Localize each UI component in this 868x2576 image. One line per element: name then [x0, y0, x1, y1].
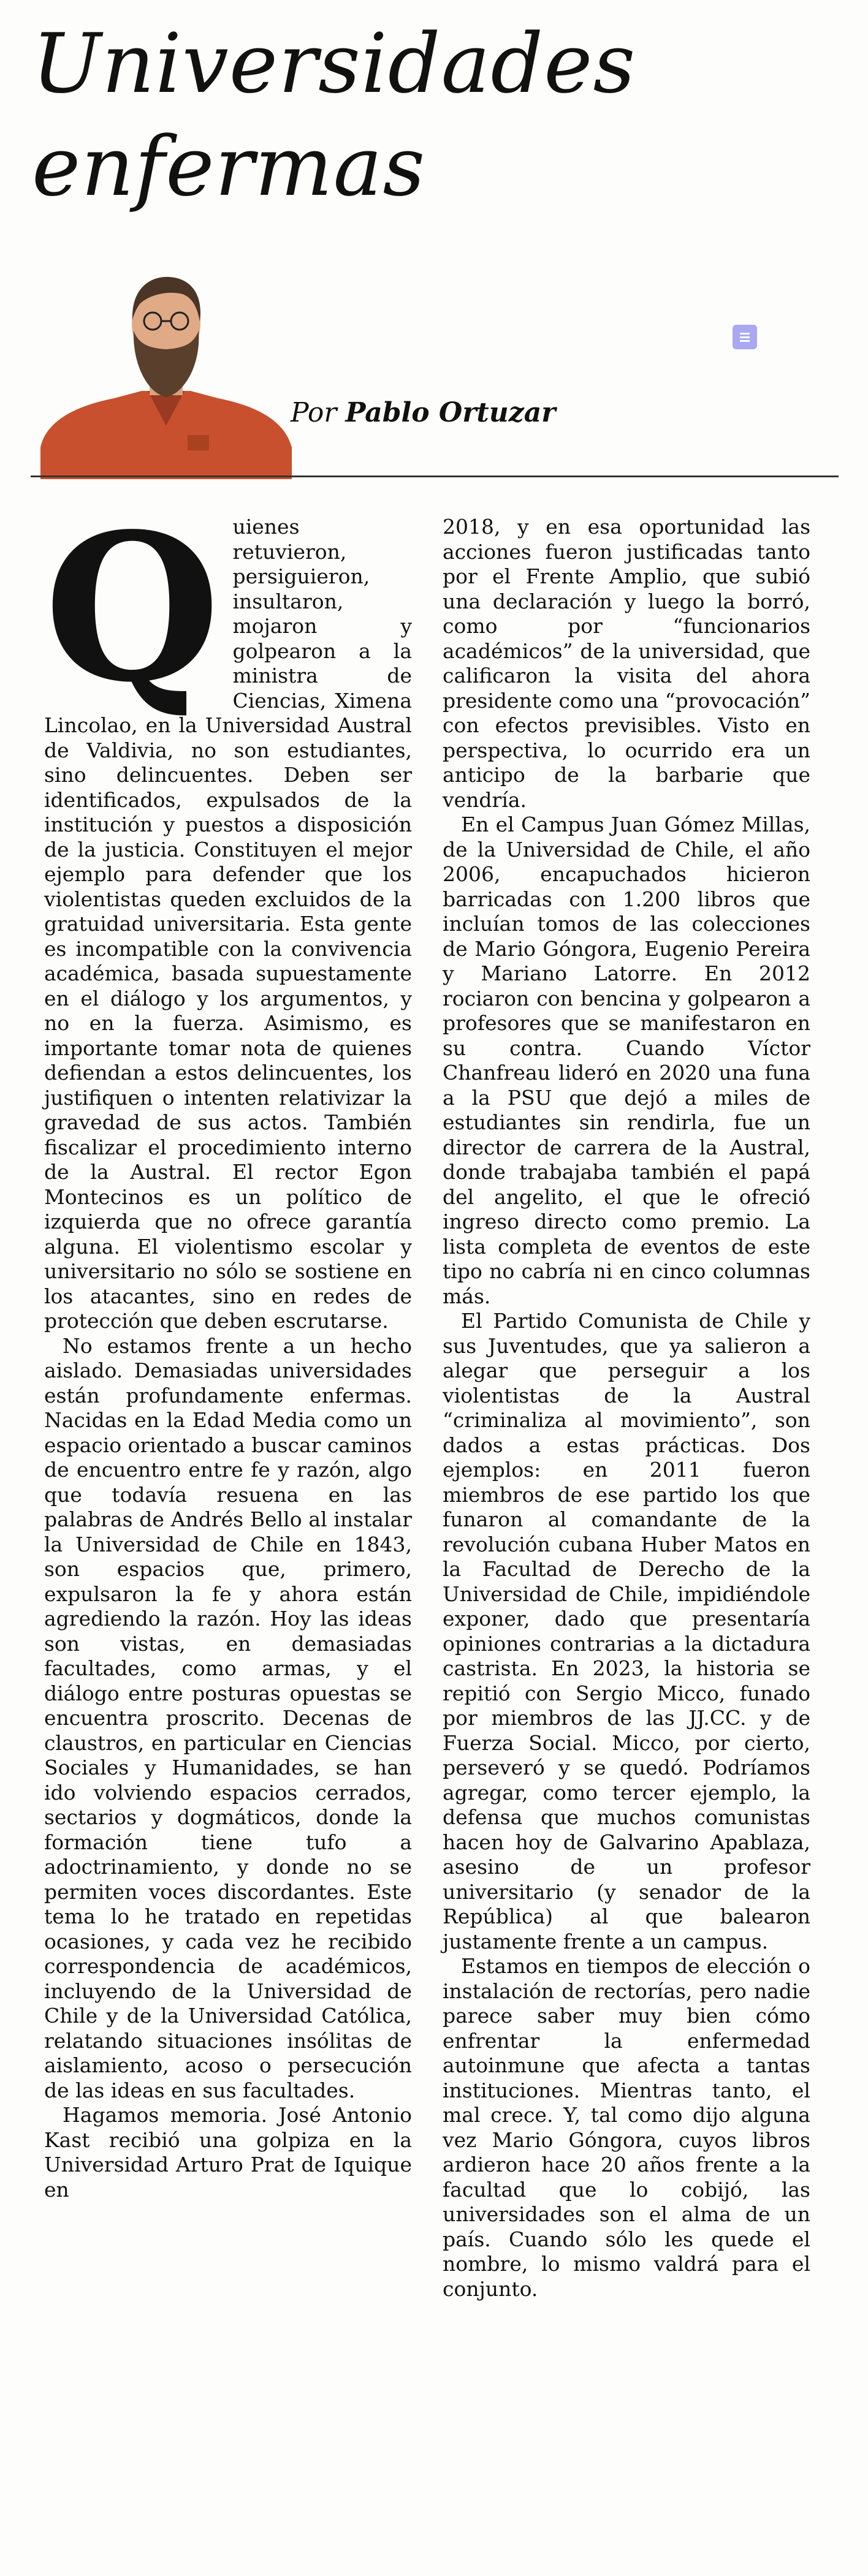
paragraph: uienes retuvieron, persiguieron, insultaron, mojaron y golpearon a la ministra de Ciencias, Ximena Lincolao, en la Universidad Austral de Valdivia, no son estudiantes, sino delincuentes. Deben ser identificados, expulsados de la institución y puestos a disposición de la justicia. Constituyen el mejor ejemplo para defender que los violentistas queden excluidos de la gratuidad universitaria. Esta gente es incompatible con la convivencia académica, basada supuestamente en el diálogo y los argumentos, y no en la fuerza. Asimismo, es importante tomar nota de quienes defiendan a estos delincuentes, los justifiquen o intenten relativizar la gravedad de sus actos. También fiscalizar el procedimiento interno de la Austral. El rector Egon Montecinos es un político de izquierda que no ofrece garantía alguna. El violentismo escolar y universitario no sólo se sostiene en los atacantes, sino en redes de protección que deben escrutarse.: [44, 515, 412, 1333]
byline: [291, 397, 555, 428]
author-portrait: [40, 251, 292, 479]
paragraph: No estamos frente a un hecho aislado. Demasiadas universidades están profundamente enfermas. Nacidas en la Edad Media como un espacio orientado a buscar caminos de encuentro entre fe y razón, algo que todavía resuena en las palabras de Andrés Bello al instalar la Universidad de Chile en 1843, son espacios que, primero, expulsaron la fe y ahora están agrediendo la razón. Hoy las ideas son vistas, en demasiadas facultades, como armas, y el diálogo entre posturas opuestas se encuentra proscrito. Decenas de claustros, en particular en Ciencias Sociales y Humanidades, se han ido volviendo espacios cerrados, sectarios y dogmáticos, donde la formación tiene tufo a adoctrinamiento, y donde no se permiten voces discordantes. Este tema lo he tratado en repetidas ocasiones, y cada vez he recibido correspondencia de académicos, incluyendo de la Universidad de Chile y de la Universidad Católica, relatando situaciones insólitas de aislamiento, acoso o persecución de las ideas en sus facultades.: [44, 1333, 413, 2102]
headline: [32, 12, 636, 218]
column-1: [44, 489, 413, 2202]
paragraph: El Partido Comunista de Chile y sus Juventudes, que ya salieron a alegar que perseguir a los violentistas de la Austral “criminaliza al movimiento”, son dados a estas prácticas. Dos ejemplos: en 2011 fueron miembros de ese partido los que funaron al comandante de la revolución cubana Huber Matos en la Facultad de Derecho de la Universidad de Chile, impidiéndole exponer, dado que presentaría opiniones contrarias a la dictadura castrista. En 2023, la historia se repitió con Sergio Micco, funado por miembros de las JJ.CC. y de Fuerza Social. Micco, por cierto, perseveró y se quedó. Podríamos agregar, como tercer ejemplo, la defensa que muchos comunistas hacen hoy de Galvarino Apablaza, asesino de un profesor universitario (y senador de la República) al que balearon justamente frente a un campus.: [443, 1309, 810, 1953]
headline-line-2: enfermas: [32, 119, 426, 214]
byline-prefix: Por: [291, 397, 337, 428]
paragraph: En el Campus Juan Gómez Millas, de la Universidad de Chile, el año 2006, encapuchados hicieron barricadas con 1.200 libros que incluían tomos de las colecciones de Mario Góngora, Eugenio Pereira y Mariano Latorre. En 2012 rociaron con bencina y golpearon a profesores que se manifestaron en su contra. Cuando Víctor Chanfreau lideró en 2020 una funa a la PSU que dejó a miles de estudiantes sin rendirla, fue un director de carrera de la Austral, donde trabajaba también el papá del angelito, el que le ofreció ingreso directo como premio. La lista completa de eventos de este tipo no cabría ni en cinco columnas más.: [443, 813, 810, 1308]
headline-line-1: Universidades: [32, 16, 636, 112]
drop-cap: Q: [44, 489, 221, 727]
paragraph: 2018, y en esa oportunidad las acciones fueron justificadas tanto por el Frente Amplio, que subió una declaración y luego la borró, como por “funcionarios académicos” de la universidad, que calificaron la visita del ahora presidente como una “provocación” con efectos previsibles. Visto en perspectiva, lo ocurrido era un anticipo de la barbarie que vendría.: [443, 515, 810, 812]
paragraph: Hagamos memoria. José Antonio Kast recibió una golpiza en la Universidad Arturo Prat de Iquique en: [44, 2103, 412, 2202]
author-name: Pablo Ortuzar: [345, 397, 556, 428]
column-2: [443, 515, 810, 2301]
header-divider: [31, 475, 839, 477]
paragraph: Estamos en tiempos de elección o instalación de rectorías, pero nadie parece saber muy bien cómo enfrentar la enfermedad autoinmune que afecta a tantas instituciones. Mientras tanto, el mal crece. Y, tal como dijo alguna vez Mario Góngora, cuyos libros ardieron hace 20 años frente a la facultad que lo cobijó, las universidades son el alma de un país. Cuando sólo les quede el nombre, lo mismo valdrá para el conjunto.: [443, 1954, 810, 2301]
note-tag-icon[interactable]: [733, 325, 757, 349]
